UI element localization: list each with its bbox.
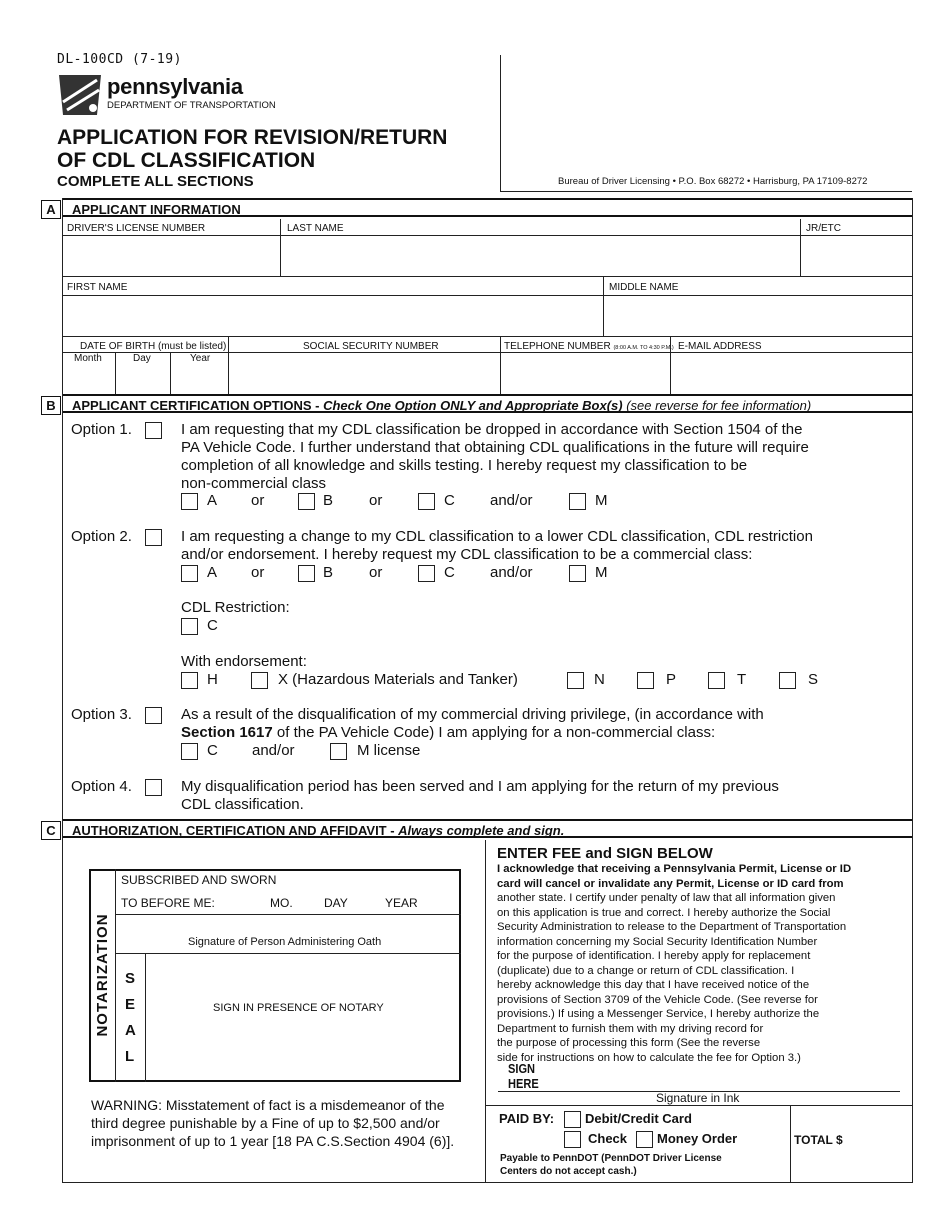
option-2-text [181,528,901,564]
option-4-line: My disqualification period has been served and I am applying for the return of my previous [181,778,779,795]
opt2-class-c: C [444,564,455,581]
option-1-text [181,421,901,493]
opt2-class-c-checkbox[interactable] [418,565,435,582]
to-before-me: TO BEFORE ME: [121,896,215,910]
option-4-label: Option 4. [71,778,132,795]
opt1-class-b: B [323,492,334,509]
last-name-label: LAST NAME [287,223,344,234]
option-4-text [181,778,901,814]
opt3-class-m: M license [357,742,421,759]
sign-in-presence-label: SIGN IN PRESENCE OF NOTARY [213,1002,384,1014]
opt2-class-b: B [323,564,334,581]
opt2-class-a: A [207,564,218,581]
option-1-line: I am requesting that my CDL classification be dropped in accordance with Section 1504 of the [181,421,803,438]
endorsement-t-checkbox[interactable] [708,672,725,689]
restriction-c: C [207,617,218,634]
paid-by-label: PAID BY: [499,1111,555,1126]
restriction-c-checkbox[interactable] [181,618,198,635]
dob-day-label: Day [133,353,151,364]
opt2-class-m: M [595,564,608,581]
endorsement-p: P [666,671,677,688]
endorsement-n-checkbox[interactable] [567,672,584,689]
sign-here-line: SIGN [508,1061,536,1076]
debit-card-checkbox[interactable] [564,1111,581,1128]
row-line [63,276,912,277]
endorsement-x-checkbox[interactable] [251,672,268,689]
middle-name-field[interactable] [604,296,911,336]
subscribed-sworn: SUBSCRIBED AND SWORN [121,873,277,887]
payable-note [500,1152,722,1178]
telephone-label-text: TELEPHONE NUMBER [504,341,611,352]
ack-line: Department to furnish them with my driving record for [497,1022,764,1035]
option-3-checkbox[interactable] [145,707,162,724]
section-b-letter: B [41,396,61,415]
form-title-line1: APPLICATION FOR REVISION/RETURN [57,126,448,149]
option-3-line-rest: of the PA Vehicle Code) I am applying for a non-commercial class: [272,724,716,741]
jr-etc-label: JR/ETC [806,223,841,234]
ssn-label: SOCIAL SECURITY NUMBER [303,341,439,352]
endorsement-h-checkbox[interactable] [181,672,198,689]
opt3-andor: and/or [252,742,295,759]
section-b-note: (see reverse for fee information) [622,398,812,413]
endorsement-p-checkbox[interactable] [637,672,654,689]
jr-etc-field[interactable] [801,236,911,276]
form-right-border [912,198,913,1183]
section-b-left-border [62,394,63,819]
section-a-header: APPLICANT INFORMATION [63,198,912,217]
payable-line: Centers do not accept cash.) [500,1166,637,1177]
ack-line: hereby acknowledge this day that I have received notice of the [497,979,810,991]
option-1-label: Option 1. [71,421,132,438]
option-4-checkbox[interactable] [145,779,162,796]
notary-date-field[interactable] [116,889,459,913]
endorsement-h: H [207,671,218,688]
ack-line: the purpose of processing this form (See the reverse [497,1037,761,1049]
form-title-line2: OF CDL CLASSIFICATION [57,149,316,172]
opt2-class-b-checkbox[interactable] [298,565,315,582]
form-subtitle: COMPLETE ALL SECTIONS [57,173,254,190]
opt1-class-b-checkbox[interactable] [298,493,315,510]
ack-line: Security Administration to release to the Department of Transportation [497,921,847,933]
endorsement-s: S [808,671,819,688]
section-c-header [63,819,912,838]
first-name-field[interactable] [63,296,603,336]
option-4-line: CDL classification. [181,796,304,813]
opt3-class-c-checkbox[interactable] [181,743,198,760]
email-label: E-MAIL ADDRESS [678,341,762,352]
ack-line: side for instructions on how to calculate the fee for Option 3.) [497,1051,801,1064]
ack-line: information concerning my Social Security Identification Number [497,935,818,948]
check-checkbox[interactable] [564,1131,581,1148]
penndot-logo [57,72,277,118]
notarization-vertical-label: NOTARIZATION [93,913,111,1037]
oath-signature-label: Signature of Person Administering Oath [188,936,382,948]
opt2-andor: and/or [490,564,533,581]
bureau-address: Bureau of Driver Licensing • P.O. Box 68272 • Harrisburg, PA 17109-8272 [558,176,868,187]
endorsement-s-checkbox[interactable] [779,672,796,689]
ack-line: on this application is true and correct. I hereby authorize the Social [497,906,831,919]
cdl-restriction-label: CDL Restriction: [181,599,290,616]
ack-line: provisions.) If using a Messenger Service, I hereby authorize the [497,1008,820,1020]
money-order-checkbox[interactable] [636,1131,653,1148]
opt2-or: or [369,564,383,581]
ssn-field[interactable] [229,353,500,396]
total-label: TOTAL $ [794,1133,843,1147]
total-amount-field[interactable] [852,1125,910,1155]
option-3-line: As a result of the disqualification of my commercial driving privilege, (in accordance with [181,706,764,723]
option-3-line [181,724,901,742]
seal-letter-a: A [125,1022,136,1039]
opt3-class-m-checkbox[interactable] [330,743,347,760]
notary-day: DAY [324,896,348,910]
option-2-checkbox[interactable] [145,529,162,546]
seal-letter-e: E [125,996,136,1013]
option-2-line: I am requesting a change to my CDL classification to a lower CDL classification, CDL restriction [181,528,813,545]
row-line [63,235,912,236]
opt2-class-m-checkbox[interactable] [569,565,586,582]
ack-line: (duplicate) due to a change or return of CDL classification. I [497,964,795,977]
seal-letter-l: L [125,1048,135,1065]
opt2-class-a-checkbox[interactable] [181,565,198,582]
ack-line: I acknowledge that receiving a Pennsylvania Permit, License or ID [497,863,852,875]
option-2-line: and/or endorsement. I hereby request my CDL classification to be a commercial class: [181,546,753,563]
ack-line: another state. I certify under penalty of law that all information given [497,892,836,904]
opt1-class-c: C [444,492,455,509]
logo-wordmark: pennsylvania [107,74,243,99]
telephone-hours: (8:00 A.M. TO 4:30 P.M.) [613,345,674,351]
acknowledgement-text [497,862,894,1065]
form-bottom-border [62,1182,913,1183]
option-1-line: non-commercial class [181,475,327,492]
opt1-class-a-checkbox[interactable] [181,493,198,510]
section-c-divider [485,840,486,1182]
dob-month-field[interactable] [63,364,115,396]
opt1-or: or [369,492,383,509]
section-a-letter: A [41,200,61,219]
notary-signature-field[interactable] [146,954,459,1080]
opt1-or: or [251,492,265,509]
opt1-class-m-checkbox[interactable] [569,493,586,510]
ack-line: card will cancel or invalidate any Permit, License or ID card from [497,877,844,890]
section-b-instruction: Check One Option ONLY and Appropriate Box(s) [323,398,623,413]
endorsement-label: With endorsement: [181,653,307,670]
ack-line: provisions of Section 3709 of the Vehicle Code. (See reverse for [497,993,818,1006]
debit-card-label: Debit/Credit Card [585,1111,692,1126]
notary-mo: MO. [270,896,293,910]
first-name-label: FIRST NAME [67,282,128,293]
payable-line: Payable to PennDOT (PennDOT Driver License [500,1153,722,1164]
total-divider [790,1105,791,1182]
sign-here-line: HERE [508,1076,539,1091]
last-name-field[interactable] [281,236,800,276]
opt1-class-m: M [595,492,608,509]
warning-text [91,1096,454,1150]
opt1-andor: and/or [490,492,533,509]
dob-month-label: Month [74,353,102,364]
warning-line: WARNING: Misstatement of fact is a misdemeanor of the [91,1097,445,1113]
section-c-left-border [62,819,63,1183]
opt1-class-a: A [207,492,218,509]
telephone-field[interactable] [501,353,670,396]
row-line [63,295,912,296]
middle-name-label: MIDDLE NAME [609,282,679,293]
option-3-label: Option 3. [71,706,132,723]
payment-top-line [485,1105,912,1106]
row-line [63,336,912,337]
opt3-class-c: C [207,742,218,759]
fee-title: ENTER FEE and SIGN BELOW [497,845,713,862]
dob-day-field[interactable] [116,364,170,396]
notary-year: YEAR [385,896,418,910]
warning-line: imprisonment of up to 1 year [18 PA C.S.Section 4904 (6)]. [91,1133,455,1149]
endorsement-n: N [594,671,605,688]
section-c-instruction: Always complete and sign. [398,823,565,838]
section-1617-ref: Section 1617 [181,724,273,741]
dob-year-field[interactable] [171,364,228,396]
keystone-logo-icon [57,72,103,116]
sign-here-marker [508,1061,539,1091]
option-1-checkbox[interactable] [145,422,162,439]
endorsement-x: X (Hazardous Materials and Tanker) [278,671,518,688]
applicant-signature-field[interactable] [560,1058,900,1090]
dob-year-label: Year [190,353,211,364]
option-2-label: Option 2. [71,528,132,545]
header-divider [500,55,501,192]
opt1-class-c-checkbox[interactable] [418,493,435,510]
section-b-title: APPLICANT CERTIFICATION OPTIONS - [72,398,324,413]
dl-number-label: DRIVER'S LICENSE NUMBER [67,223,206,234]
logo-subtitle: DEPARTMENT OF TRANSPORTATION [107,100,276,111]
form-id: DL-100CD (7-19) [57,52,182,67]
opt2-or: or [251,564,265,581]
option-3-text [181,706,901,742]
seal-letter-s: S [125,970,136,987]
warning-line: third degree punishable by a Fine of up to $2,500 and/or [91,1115,440,1131]
dl-number-field[interactable] [63,236,280,276]
section-b-header [63,394,912,413]
email-field[interactable] [671,353,911,396]
signature-in-ink-label: Signature in Ink [656,1091,740,1105]
check-label: Check [588,1131,628,1146]
option-1-line: PA Vehicle Code. I further understand that obtaining CDL qualifications in the future will require [181,439,809,456]
ack-line: for the purpose of identification. I hereby apply for replacement [497,950,811,962]
money-order-label: Money Order [657,1131,738,1146]
telephone-label [504,341,674,352]
section-c-letter: C [41,821,61,840]
section-c-title: AUTHORIZATION, CERTIFICATION AND AFFIDAVIT - [72,823,399,838]
header-bottom-rule [500,191,912,192]
dob-underline [63,352,228,353]
dob-label: DATE OF BIRTH (must be listed) [80,341,227,352]
option-1-line: completion of all knowledge and skills testing. I hereby request my classification to be [181,457,748,474]
endorsement-t: T [737,671,747,688]
